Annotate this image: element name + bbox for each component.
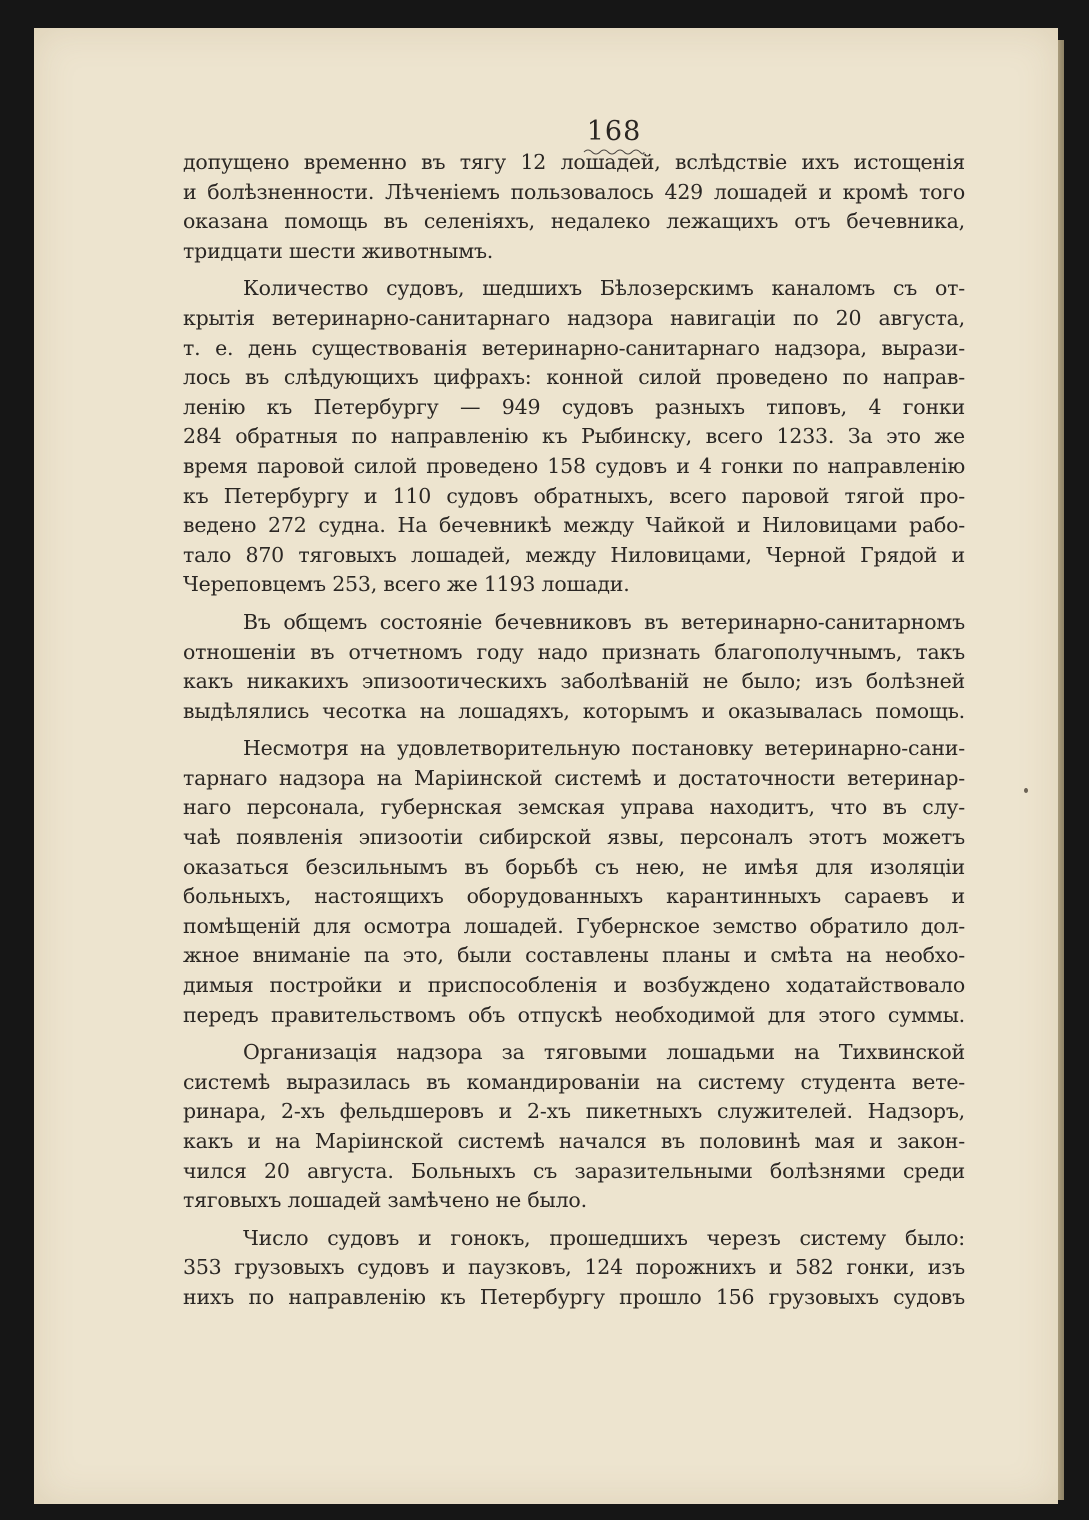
page-number: 168 [586,116,642,147]
text-line: время паровой силой проведено 158 судовъ и 4 гонки по направленію [183,453,965,478]
text-line: жное вниманіе па это, были составлены планы и смѣта на необхо- [183,943,965,968]
paper-speck [1024,788,1028,793]
text-line: оказаться безсильнымъ въ борьбѣ съ нею, не имѣя для изоляціи [183,854,965,879]
text-line: Череповцемъ 253, всего же 1193 лошади. [183,572,630,597]
text-line: 284 обратныя по направленію къ Рыбинску, всего 1233. За это же [183,424,965,449]
text-line: Организація надзора за тяговыми лошадьми на Тихвинской [243,1040,965,1065]
paragraph [183,1038,965,1216]
paragraph [183,148,965,266]
text-line: системѣ выразилась въ командированіи на систему студента вете- [183,1069,965,1094]
text-line: 353 грузовыхъ судовъ и паузковъ, 124 порожнихъ и 582 гонки, изъ [183,1255,965,1280]
text-line: Въ общемъ состояніе бечевниковъ въ ветеринарно-санитарномъ [243,609,965,634]
text-line: отношеніи въ отчетномъ году надо признать благополучнымъ, такъ [183,639,965,664]
text-line: крытія ветеринарно-санитарнаго надзора навигаціи по 20 августа, [183,305,965,330]
text-line: передъ правительствомъ объ отпускѣ необходимой для этого суммы. [183,1002,965,1027]
paragraph [183,274,965,600]
text-line: помѣщеній для осмотра лошадей. Губернское земство обратило дол- [183,913,965,938]
text-line: какъ и на Маріинской системѣ началcя въ половинѣ мая и закон- [183,1129,965,1153]
text-line: т. е. день существованія ветеринарно-санитарнаго надзора, вырази- [183,335,965,360]
text-line: ринара, 2-хъ фельдшеровъ и 2-хъ пикетныхъ служителей. Надзоръ, [183,1099,965,1124]
body-text [183,148,965,1313]
text-line: ведено 272 судна. На бечевникѣ между Чайкой и Ниловицами рабо- [183,513,965,538]
paragraph [183,1224,965,1313]
text-line: тарнаго надзора на Маріинской системѣ и достаточности ветеринар- [183,765,965,790]
text-line: допущено временно въ тягу 12 лошадей, вслѣдствіе ихъ истощенія [183,150,965,174]
book-page [34,28,1058,1504]
text-line: къ Петербургу и 110 судовъ обратныхъ, всего паровой тягой про- [183,483,965,508]
text-line: нихъ по направленію къ Петербургу прошло 156 грузовыхъ судовъ [183,1284,965,1309]
text-line: и болѣзненности. Лѣченіемъ пользовалось 429 лошадей и кромѣ того [183,179,965,204]
text-line: лось въ слѣдующихъ цифрахъ: конной силой проведено по направ- [183,365,965,390]
text-line: Число судовъ и гонокъ, прошедшихъ черезъ систему было: [243,1225,965,1250]
text-line: тало 870 тяговыхъ лошадей, между Ниловицами, Черной Грядой и [183,542,965,567]
text-line: наго персонала, губернская земская управа находитъ, что въ слу- [183,795,965,820]
text-line: чился 20 августа. Больныхъ съ заразительными болѣзнями среди [183,1158,965,1183]
text-line: Несмотря на удовлетворительную постановку ветеринарно-сани- [243,736,965,761]
text-line: тяговыхъ лошадей замѣчено не было. [183,1188,587,1213]
text-line: больныхъ, настоящихъ оборудованныхъ карантинныхъ сараевъ и [183,884,965,909]
text-line: чаѣ появленія эпизоотіи сибирской язвы, персоналъ этотъ можетъ [183,825,965,850]
text-line: ленію къ Петербургу — 949 судовъ разныхъ типовъ, 4 гонки [183,394,965,419]
paragraph [183,734,965,1030]
text-line: димыя постройки и приспособленія и возбуждено ходатайствовало [183,973,965,998]
paragraph [183,608,965,726]
text-line: Количество судовъ, шедшихъ Бѣлозерскимъ каналомъ съ от- [243,276,965,301]
text-line: тридцати шести животнымъ. [183,238,494,263]
text-line: выдѣлялись чесотка на лошадяхъ, которымъ и оказывалась помощь. [183,698,965,723]
text-line: оказана помощь въ селеніяхъ, недалеко лежащихъ отъ бечевника, [183,209,965,234]
text-line: какъ никакихъ эпизоотическихъ заболѣваній не было; изъ болѣзней [183,669,965,694]
